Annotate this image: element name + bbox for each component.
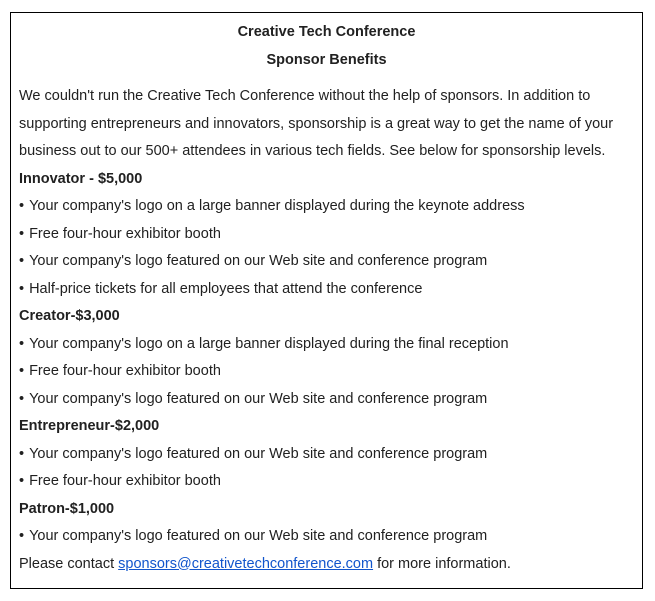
- bullet-text: Your company's logo featured on our Web site and conference program: [29, 528, 488, 544]
- bullet-marker: •: [19, 445, 25, 462]
- bullet-text: Your company's logo on a large banner displayed during the keynote address: [29, 198, 525, 214]
- bullet-item: [19, 276, 634, 304]
- bullet-marker: •: [19, 253, 25, 269]
- bullet-marker: •: [19, 198, 25, 214]
- bullet-text: Your company's logo featured on our Web site and conference program: [29, 445, 488, 462]
- document-page: [10, 12, 643, 589]
- bullet-marker: •: [19, 280, 25, 297]
- intro-paragraph: We couldn't run the Creative Tech Conference without the help of sponsors. In addition to supporting entrepreneurs and innovators, sponsorship is a great way to get the name of your business out to our 500+ attendees in various tech fields. See below for sponsorship levels.: [19, 88, 614, 159]
- document-subtitle: Sponsor Benefits: [266, 51, 387, 68]
- bullet-marker: •: [19, 528, 25, 544]
- bullet-item: [19, 248, 634, 276]
- bullet-marker: •: [19, 225, 25, 242]
- contact-line: [19, 551, 634, 579]
- bullet-item: [19, 468, 634, 496]
- bullet-text: Free four-hour exhibitor booth: [29, 363, 221, 379]
- sponsor-email-link[interactable]: sponsors@creativetechconference.com: [118, 555, 374, 572]
- tier-heading-creator: Creator-$3,000: [19, 308, 120, 324]
- tier-heading-patron: Patron-$1,000: [19, 500, 115, 517]
- bullet-item: [19, 523, 634, 551]
- bullet-marker: •: [19, 363, 25, 379]
- tier-heading-innovator: Innovator - $5,000: [19, 170, 143, 187]
- bullet-item: [19, 358, 634, 386]
- bullet-item: [19, 386, 634, 414]
- bullet-item: [19, 441, 634, 469]
- bullet-text: Half-price tickets for all employees that attend the conference: [29, 280, 423, 297]
- bullet-text: Your company's logo on a large banner displayed during the final reception: [29, 335, 509, 352]
- contact-suffix: for more information.: [373, 555, 511, 572]
- contact-prefix: Please contact: [19, 555, 119, 572]
- bullet-text: Free four-hour exhibitor booth: [29, 473, 221, 489]
- tier-heading-entrepreneur: Entrepreneur-$2,000: [19, 418, 160, 434]
- bullet-item: [19, 221, 634, 249]
- document-title: Creative Tech Conference: [237, 24, 416, 40]
- bullet-marker: •: [19, 473, 25, 489]
- bullet-marker: •: [19, 335, 25, 352]
- bullet-item: [19, 331, 634, 359]
- bullet-text: Free four-hour exhibitor booth: [29, 225, 221, 242]
- bullet-marker: •: [19, 390, 25, 407]
- bullet-text: Your company's logo featured on our Web site and conference program: [29, 390, 488, 407]
- bullet-text: Your company's logo featured on our Web site and conference program: [29, 253, 488, 269]
- bullet-item: [19, 193, 634, 221]
